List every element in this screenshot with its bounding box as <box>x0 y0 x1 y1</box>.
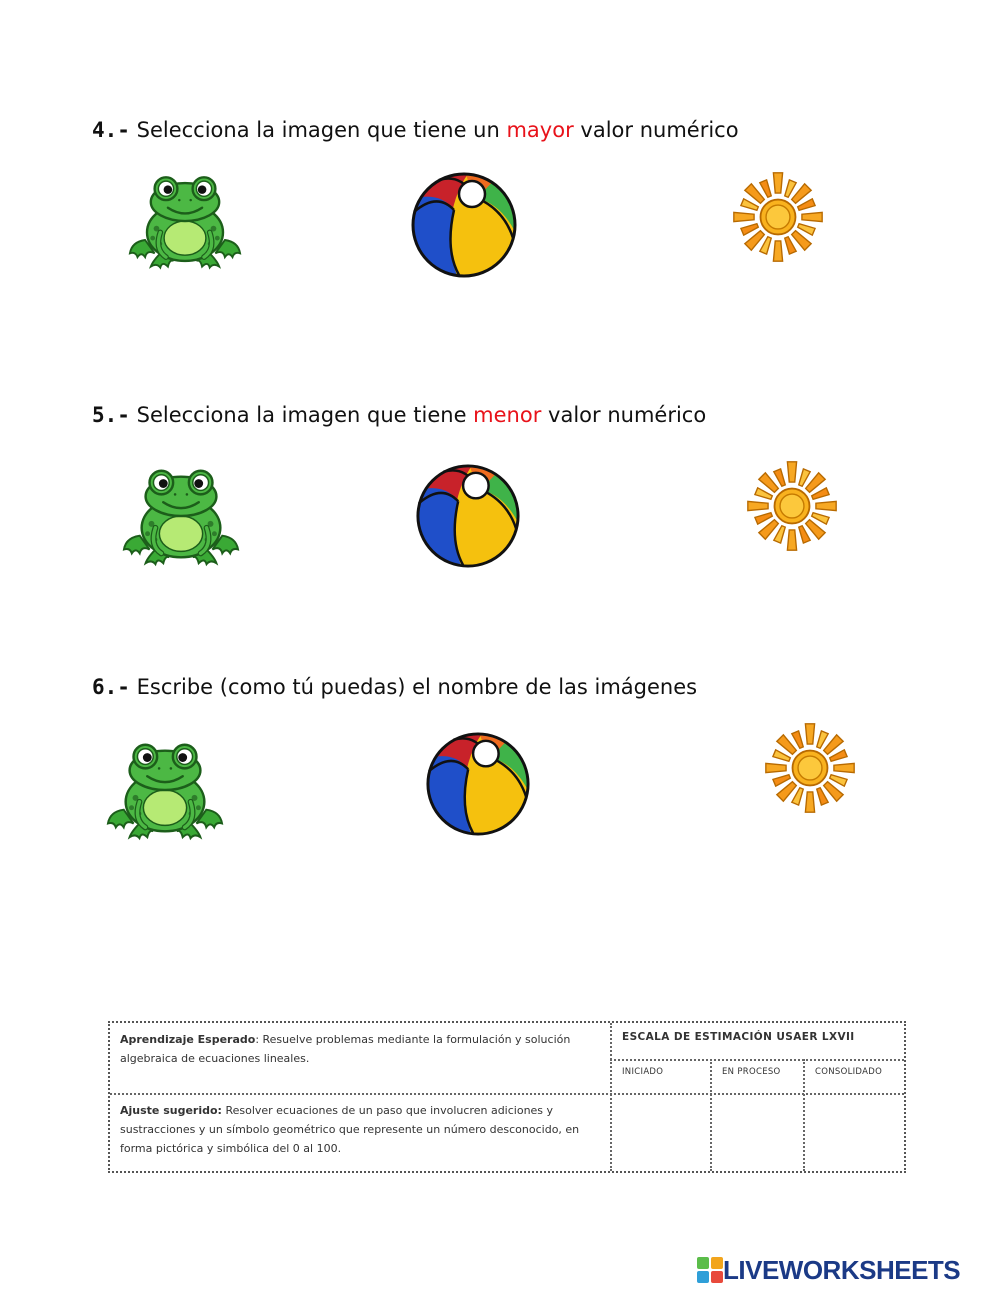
question-text: Selecciona la imagen que tiene <box>136 403 467 427</box>
frog-image[interactable] <box>106 738 224 842</box>
question-6 <box>92 675 697 699</box>
question-number: 6.- <box>92 675 130 699</box>
divider <box>610 1059 904 1061</box>
column-consolidado: CONSOLIDADO <box>815 1067 883 1077</box>
question-4 <box>92 118 739 142</box>
frog-image[interactable] <box>128 170 242 272</box>
sun-image[interactable] <box>764 722 856 814</box>
question-text: Escribe (como tú puedas) el nombre de las imágenes <box>136 675 698 699</box>
ajuste-text: Resolver ecuaciones de un paso que involucren adiciones y sustracciones y un símbolo geométrico que represente un número desconocido, en forma pictórica y simbólica del 0 al 100. <box>120 1104 580 1155</box>
logo-text: LIVEWORKSHEETS <box>723 1254 961 1285</box>
aprendizaje-text: : Resuelve problemas mediante la formulación y solución algebraica de ecuaciones lineales. <box>120 1033 571 1065</box>
question-number: 5.- <box>92 403 130 427</box>
question-text-end: valor numérico <box>548 403 707 427</box>
sun-image[interactable] <box>746 460 838 552</box>
question-text-end: valor numérico <box>580 118 739 142</box>
beach-ball-image[interactable] <box>414 462 522 570</box>
column-iniciado: INICIADO <box>622 1067 664 1077</box>
assessment-table <box>108 1021 906 1173</box>
scale-title: ESCALA DE ESTIMACIÓN USAER LXVII <box>622 1031 855 1043</box>
beach-ball-image[interactable] <box>409 170 519 280</box>
question-5 <box>92 403 706 427</box>
aprendizaje-label: Aprendizaje Esperado <box>120 1033 256 1046</box>
sun-image[interactable] <box>732 170 824 264</box>
liveworksheets-logo[interactable] <box>697 1255 960 1285</box>
logo-icon <box>697 1257 723 1283</box>
column-en-proceso: EN PROCESO <box>722 1067 781 1077</box>
ajuste-sugerido <box>120 1101 604 1158</box>
question-highlight: menor <box>473 403 542 427</box>
question-number: 4.- <box>92 118 130 142</box>
divider <box>610 1023 612 1171</box>
question-text: Selecciona la imagen que tiene un <box>136 118 500 142</box>
ajuste-label: Ajuste sugerido: <box>120 1104 222 1117</box>
divider <box>710 1059 712 1171</box>
divider <box>110 1093 904 1095</box>
aprendizaje-esperado <box>120 1030 604 1068</box>
frog-image[interactable] <box>122 464 240 568</box>
divider <box>803 1059 805 1171</box>
beach-ball-image[interactable] <box>424 730 532 838</box>
question-highlight: mayor <box>506 118 574 142</box>
